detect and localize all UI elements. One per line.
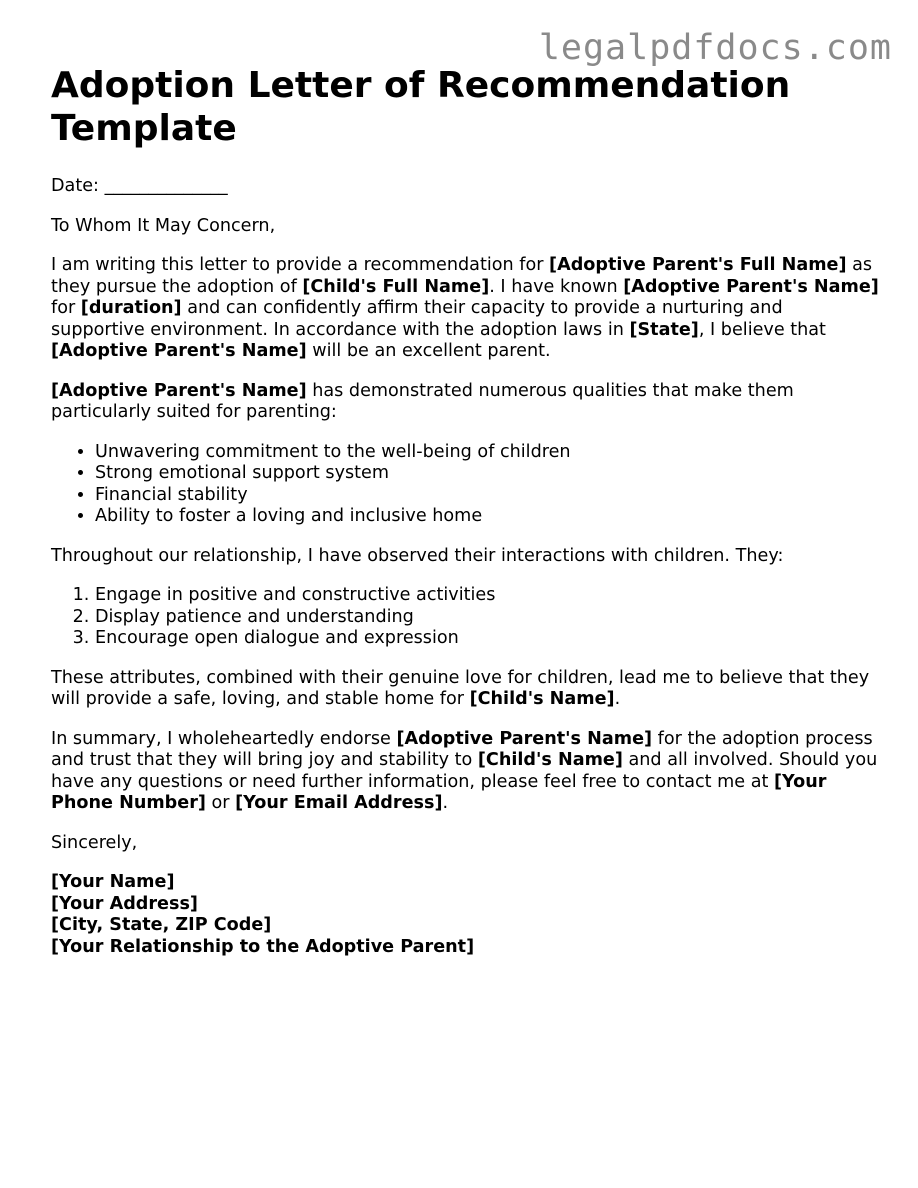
list-item: 1. Engage in positive and constructive activities (95, 585, 881, 607)
salutation: To Whom It May Concern, (51, 215, 276, 236)
list-item: • Strong emotional support system (95, 463, 881, 485)
summary-paragraph: In summary, I wholeheartedly endorse [Adoptive Parent's Name] for the adoption process and trust that they will bring joy and stability to [Child's Name] and all involved. Should you have any questions or need further information, please feel free to contact me at [Your Phone Number] or [Your Email Address]. (51, 728, 878, 813)
observations-paragraph: Throughout our relationship, I have observed their interactions with children. They: (51, 545, 784, 566)
observations-list (51, 585, 881, 650)
signature-block (51, 872, 881, 958)
intro-paragraph: I am writing this letter to provide a recommendation for [Adoptive Parent's Full Name] as they pursue the adoption of [Child's Full Name]. I have known [Adoptive Parent's Name] for [duration] and can confidently affirm their capacity to provide a nurturing and supportive environment. In accordance with the adoption laws in [State], I believe that [Adoptive Parent's Name] will be an excellent parent. (51, 255, 879, 361)
list-item: 2. Display patience and understanding (95, 607, 881, 629)
signature-city-state-zip: [City, State, ZIP Code] (51, 915, 272, 935)
qualities-paragraph: [Adoptive Parent's Name] has demonstrated numerous qualities that make them particularly suited for parenting: (51, 380, 794, 422)
date-line: Date: ______________ (51, 176, 228, 196)
qualities-list (51, 442, 881, 528)
closing: Sincerely, (51, 832, 138, 853)
list-item: • Ability to foster a loving and inclusive home (95, 506, 881, 528)
signature-name: [Your Name] (51, 872, 175, 892)
watermark: legalpdfdocs.com (538, 28, 892, 68)
list-item: • Financial stability (95, 485, 881, 507)
document-title: Adoption Letter of Recommendation Template (51, 65, 791, 149)
list-item: 3. Encourage open dialogue and expression (95, 628, 881, 650)
document-body (51, 64, 881, 958)
attributes-paragraph: These attributes, combined with their genuine love for children, lead me to believe that they will provide a safe, loving, and stable home for [Child's Name]. (51, 667, 870, 709)
signature-relationship: [Your Relationship to the Adoptive Parent] (51, 936, 475, 957)
list-item: • Unwavering commitment to the well-being of children (95, 442, 881, 464)
signature-address: [Your Address] (51, 893, 198, 914)
